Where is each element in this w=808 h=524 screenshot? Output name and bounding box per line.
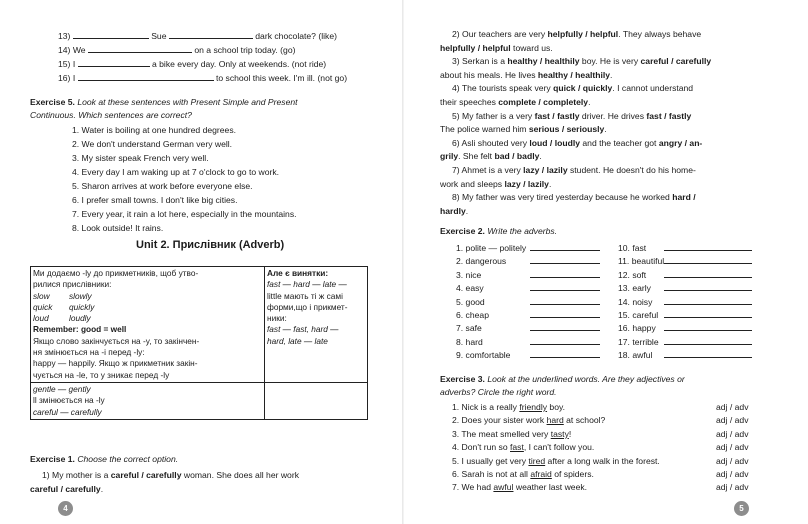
ex2-item: 2. dangerous (456, 255, 600, 267)
underlined-word: awful (493, 482, 514, 493)
page-number: 4 (58, 501, 73, 516)
underlined-word: tasty (550, 428, 569, 439)
ex2-item: 6. cheap (456, 309, 600, 321)
adj-adv-choice[interactable]: adj / adv (716, 428, 749, 439)
ex5-item: 5. Sharon arrives at work before everyone else. (72, 181, 253, 191)
exercise-1-heading: Exercise 1. Choose the correct option. (30, 454, 179, 464)
ex2-item: 1. polite — politely (456, 242, 600, 254)
ex5-item: 7. Every year, it rain a lot here, especially in the mountains. (72, 209, 297, 219)
answer-blank[interactable] (664, 255, 752, 264)
underlined-word: tired (528, 455, 546, 466)
ex2-item: 18. awful (618, 349, 752, 361)
ex2-item: 4. easy (456, 282, 600, 294)
answer-blank[interactable] (664, 309, 752, 318)
underlined-word: fast (510, 442, 524, 453)
exercise-3-instruction: adverbs? Circle the right word. (440, 387, 557, 397)
ex1-line: 2) Our teachers are very helpfully / helpful. They always behave (452, 29, 702, 39)
adj-adv-choice[interactable]: adj / adv (716, 442, 749, 453)
answer-blank[interactable] (664, 349, 752, 358)
ex1-line: 5) My father is a very fast / fastly driver. He drives fast / fastly (452, 110, 692, 121)
unit-title: Unit 2. Прислівник (Adverb) (136, 239, 285, 251)
ex1-item-1: 1) My mother is a careful / carefully woman. She does all her work (42, 470, 299, 480)
ex2-item: 9. comfortable (456, 349, 600, 361)
rule-bottom-cell: gentle — gently ll змінюється на -ly careful — carefully (31, 382, 265, 419)
ex2-item: 15. careful (618, 309, 752, 321)
sentence-14: 14) We on a school trip today. (go) (58, 45, 296, 55)
ex1-line: helpfully / helpful toward us. (440, 42, 553, 53)
grammar-rule-table (30, 266, 368, 420)
answer-blank[interactable] (664, 242, 752, 251)
rule-main-cell: Ми додаємо -ly до прикметників, щоб утво- рилися прислівники: slow slowly quick quickly loud loudly Remember: good = well Якщо слово закінчується на -y, то закінчен- ня змінюється на -i перед -ly: happy — happily. Якщо ж прикметник закін- чується на -le, то у зникає перед -ly (31, 267, 265, 383)
answer-blank[interactable] (664, 336, 752, 345)
answer-blank[interactable] (530, 269, 600, 278)
ex2-item: 11. beautiful (618, 255, 752, 267)
ex2-item: 12. soft (618, 269, 752, 281)
answer-blank[interactable] (530, 309, 600, 318)
ex1-line: work and sleeps lazy / lazily. (440, 178, 552, 189)
right-page (404, 0, 808, 524)
ex3-item: 4. Don't run so fast, I can't follow you. (452, 442, 595, 453)
adj-adv-choice[interactable]: adj / adv (716, 402, 749, 412)
ex2-item: 13. early (618, 282, 752, 294)
sentence-13: 13) Sue dark chocolate? (like) (58, 31, 337, 41)
ex5-item: 8. Look outside! It rains. (72, 223, 164, 233)
answer-blank[interactable] (664, 282, 752, 291)
remember-note: Remember: good = well (33, 324, 127, 335)
answer-blank[interactable] (530, 322, 600, 331)
ex1-line: about his meals. He lives healthy / healthily. (440, 69, 613, 80)
ex3-item: 1. Nick is a really friendly boy. (452, 402, 566, 412)
answer-blank[interactable] (530, 282, 600, 291)
exercise-5-heading: Exercise 5. Look at these sentences with Present Simple and Present (30, 97, 298, 107)
exercise-3-heading: Exercise 3. Look at the underlined words. Are they adjectives or (440, 374, 685, 384)
adj-adv-choice[interactable]: adj / adv (716, 415, 749, 426)
ex3-item: 3. The meat smelled very tasty! (452, 428, 572, 439)
ex2-item: 17. terrible (618, 336, 752, 348)
exceptions-cell: Але є винятки: fast — hard — late — little мають ті ж самі форми,що і прикмет- ники: fast — fast, hard — hard, late — late (265, 267, 368, 383)
ex2-item: 8. hard (456, 336, 600, 348)
answer-blank[interactable] (530, 255, 600, 264)
ex2-item: 7. safe (456, 322, 600, 334)
ex5-item: 6. I prefer small towns. I don't like big cities. (72, 195, 238, 205)
adj-adv-choice[interactable]: adj / adv (716, 482, 749, 493)
exercise-5-instruction: Continuous. Which sentences are correct? (30, 110, 192, 120)
exercise-2-heading: Exercise 2. Write the adverbs. (440, 226, 558, 236)
ex3-item: 7. We had awful weather last week. (452, 482, 588, 493)
ex2-item: 14. noisy (618, 296, 752, 308)
ex2-item: 10. fast (618, 242, 752, 254)
ex3-item: 2. Does your sister work hard at school? (452, 415, 606, 426)
answer-blank[interactable] (530, 336, 600, 345)
answer-blank[interactable] (530, 296, 600, 305)
answer-blank[interactable] (664, 296, 752, 305)
ex1-line: their speeches complete / completely. (440, 97, 591, 107)
answer-blank[interactable] (530, 349, 600, 358)
answer-blank[interactable] (664, 322, 752, 331)
ex1-line: 4) The tourists speak very quick / quickly. I cannot understand (452, 83, 694, 94)
ex1-line: grily. She felt bad / badly. (440, 151, 542, 162)
ex1-line: 8) My father was very tired yesterday because he worked hard / (452, 192, 696, 203)
ex1-line: hardly. (440, 205, 469, 216)
ex1-item-1-cont: careful / carefully. (30, 484, 104, 494)
ex2-item: 5. good (456, 296, 600, 308)
ex1-line: 6) Asli shouted very loud / loudly and the teacher got angry / an- (452, 137, 703, 148)
ex3-item: 5. I usually get very tired after a long walk in the forest. (452, 455, 660, 466)
underlined-word: hard (546, 415, 564, 426)
adj-adv-choice[interactable]: adj / adv (716, 455, 749, 466)
ex3-item: 6. Sarah is not at all afraid of spiders. (452, 469, 594, 479)
page-number: 5 (734, 501, 749, 516)
ex5-item: 3. My sister speak French very well. (72, 153, 209, 163)
ex1-line: 3) Serkan is a healthy / healthily boy. He is very careful / carefully (452, 56, 712, 67)
ex5-item: 2. We don't understand German very well. (72, 139, 233, 149)
underlined-word: afraid (530, 469, 552, 479)
answer-blank[interactable] (530, 242, 600, 251)
sentence-16: 16) I to school this week. I'm ill. (not go) (58, 73, 348, 83)
sentence-15: 15) I a bike every day. Only at weekends. (not ride) (58, 59, 327, 69)
ex5-item: 1. Water is boiling at one hundred degrees. (72, 125, 237, 135)
underlined-word: friendly (519, 402, 548, 412)
ex2-item: 16. happy (618, 322, 752, 334)
ex2-item: 3. nice (456, 269, 600, 281)
adj-adv-choice[interactable]: adj / adv (716, 469, 749, 479)
answer-blank[interactable] (664, 269, 752, 278)
ex1-line: 7) Ahmet is a very lazy / lazily student. He doesn't do his home- (452, 165, 696, 175)
ex1-line: The police warned him serious / seriously. (440, 124, 607, 135)
ex5-item: 4. Every day I am waking up at 7 o'clock to go to work. (72, 167, 280, 177)
